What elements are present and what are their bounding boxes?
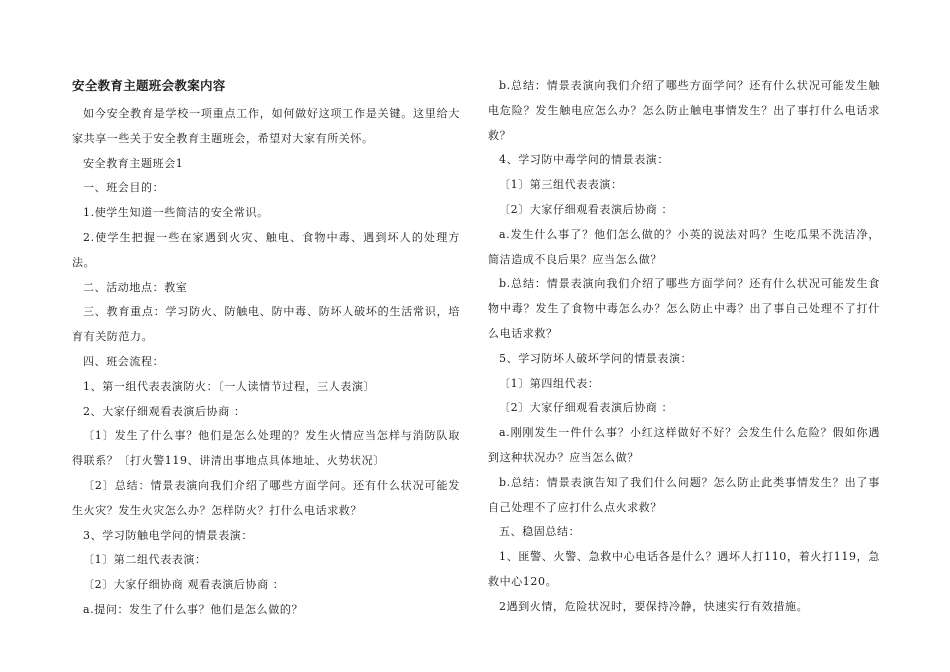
- paragraph: 1.使学生知道一些简洁的安全常识。: [83, 206, 269, 220]
- paragraph: 2遇到火情，危险状况时，要保持冷静，快速实行有效措施。: [499, 599, 809, 613]
- paragraph: 五、稳固总结：: [499, 525, 581, 539]
- paragraph: a.刚刚发生一件什么事？小红这样做好不好？会发生什么危险？假如你遇到这种状况办？应当怎么做？: [488, 426, 880, 464]
- paragraph: 3、学习防触电学问的情景表演：: [83, 528, 253, 542]
- paragraph: 如今安全教育是学校一项重点工作，如何做好这项工作是关键。这里给大家共享一些关于安全教育主题班会，希望对大家有所关怀。: [72, 107, 460, 145]
- paragraph: 〔2〕大家仔细协商 观看表演后协商 ：: [83, 578, 285, 592]
- right-column: [488, 74, 880, 620]
- paragraph: 〔1〕第二组代表表演：: [83, 553, 207, 567]
- document-title: 安全教育主题班会教案内容: [72, 78, 226, 93]
- paragraph: 〔1〕发生了什么事？他们是怎么处理的？发生火情应当怎样与消防队取得联系？〔打火警119、讲清出事地点具体地址、火势状况〕: [72, 429, 460, 468]
- paragraph: 2.使学生把握一些在家遇到火灾、触电、食物中毒、遇到坏人的处理方法。: [72, 230, 460, 269]
- paragraph: b.总结：情景表演向我们介绍了哪些方面学问？还有什么状况可能发生食物中毒？发生了食物中毒怎么办？怎么防止中毒？出了事自己处理不了打什么电话求救？: [488, 277, 880, 340]
- paragraph: 〔2〕大家仔细观看表演后协商 ：: [499, 202, 674, 216]
- paragraph: 4、学习防中毒学问的情景表演：: [499, 153, 669, 167]
- paragraph: 5、学习防坏人破坏学问的情景表演：: [499, 351, 693, 365]
- paragraph: a.发生什么事了？他们怎么做的？小英的说法对吗？生吃瓜果不洗洁净，简洁造成不良后果？应当怎么做？: [488, 227, 880, 266]
- paragraph: 〔1〕第三组代表表演：: [499, 178, 623, 192]
- paragraph: 1、匪警、火警、急救中心电话各是什么？遇坏人打110，着火打119，急救中心120。: [488, 550, 880, 588]
- paragraph: b.总结：情景表演向我们介绍了哪些方面学问？还有什么状况可能发生触电危险？发生触电应怎么办？怎么防止触电事情发生？出了事打什么电话求救？: [488, 79, 880, 142]
- left-column: [72, 76, 460, 623]
- paragraph: 〔2〕大家仔细观看表演后协商 ：: [499, 401, 674, 415]
- paragraph: 二、活动地点：教室: [83, 280, 188, 294]
- paragraph: 安全教育主题班会1: [83, 156, 184, 170]
- paragraph: 2、大家仔细观看表演后协商 ：: [83, 404, 246, 418]
- paragraph: b.总结：情景表演告知了我们什么问题？怎么防止此类事情发生？出了事自己处理不了应打什么点火求救？: [488, 475, 880, 514]
- paragraph: 1、第一组代表表演防火：〔一人读情节过程，三人表演〕: [83, 379, 376, 393]
- paragraph: a.提问：发生了什么事？他们是怎么做的？: [83, 602, 304, 616]
- paragraph: 一、班会目的：: [83, 181, 165, 195]
- paragraph: 三、教育重点：学习防火、防触电、防中毒、防坏人破坏的生活常识，培育有关防范力。: [72, 305, 460, 344]
- paragraph: 四、班会流程：: [83, 354, 165, 368]
- paragraph: 〔2〕总结：情景表演向我们介绍了哪些方面学问。还有什么状况可能发生火灾？发生火灾怎么办？怎样防火？打什么电话求救？: [72, 478, 460, 517]
- paragraph: 〔1〕第四组代表：: [499, 376, 600, 390]
